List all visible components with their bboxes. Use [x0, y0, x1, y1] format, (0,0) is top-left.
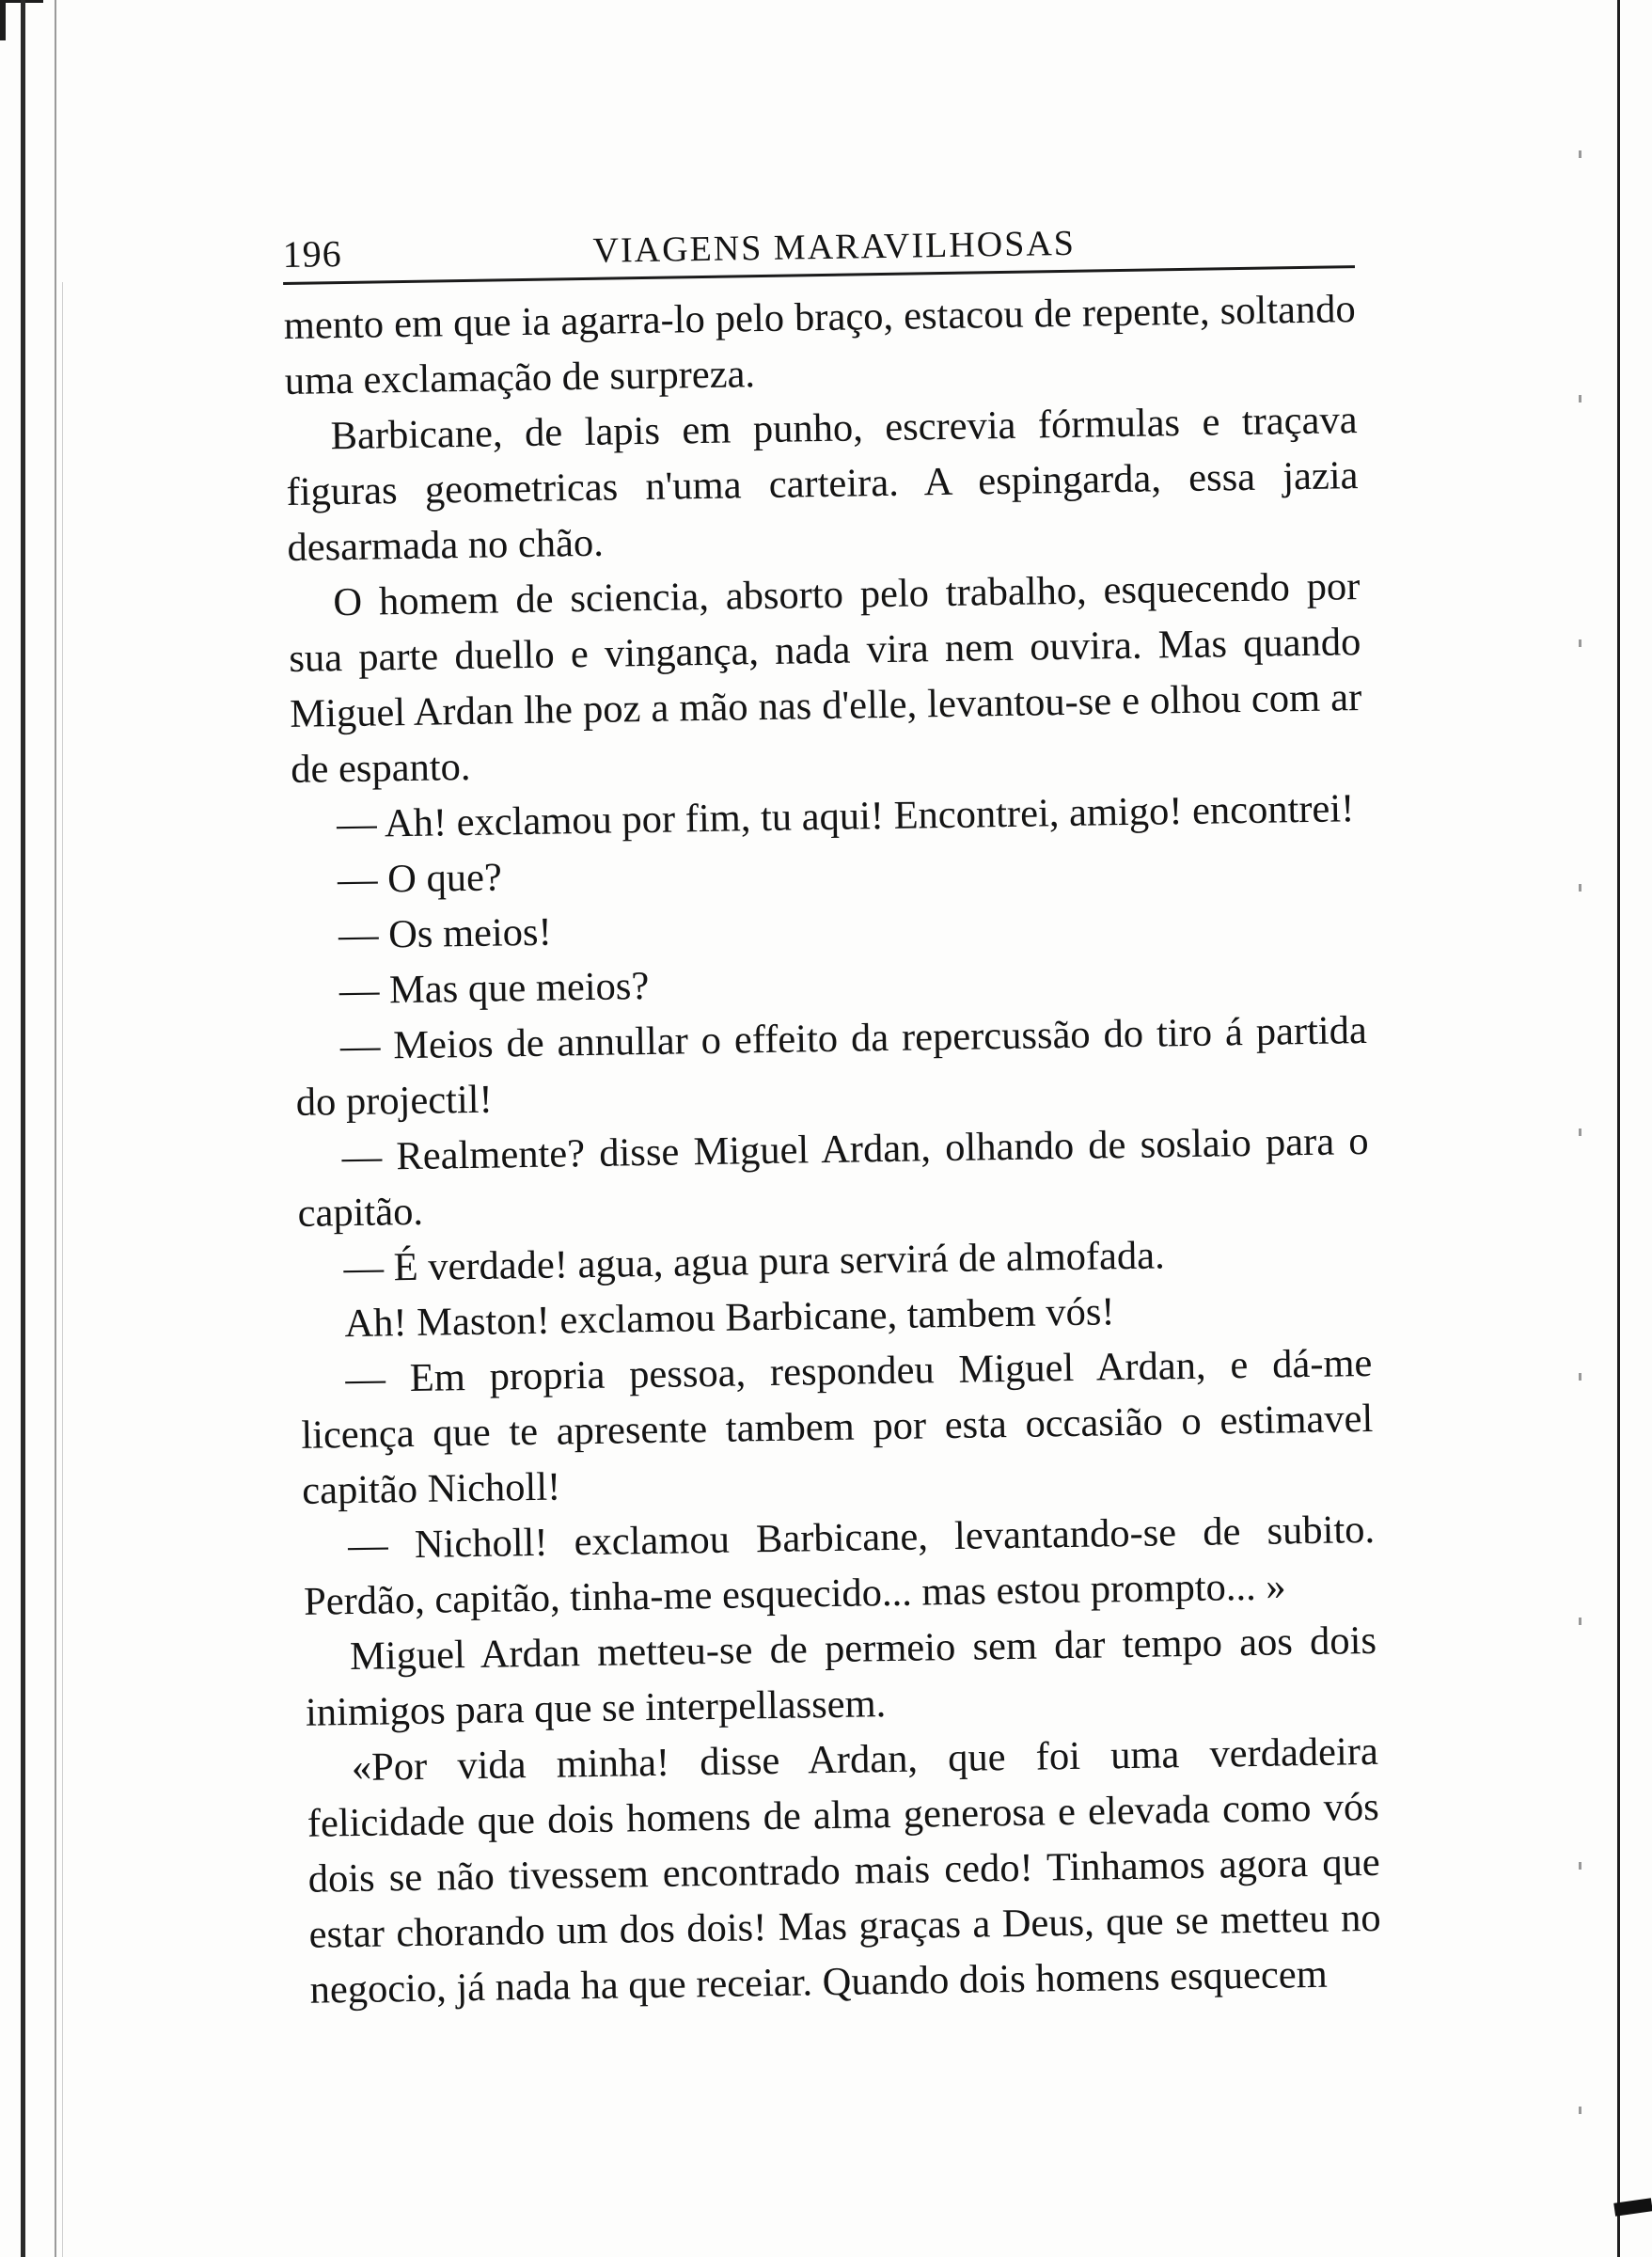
edge-specks	[1579, 0, 1581, 2257]
dialogue-line: — Meios de annullar o effeito da repercussão do tiro á partida do projectil!	[295, 1007, 1368, 1125]
running-title: VIAGENS MARAVILHOSAS	[592, 223, 1077, 271]
binding-edge	[0, 0, 66, 2257]
text-block	[282, 199, 1392, 2018]
paragraph: Barbicane, de lapis em punho, escrevia fórmulas e traçava figuras geometricas n'uma carteira. A espingarda, essa jazia desarmada no chão.	[286, 398, 1359, 570]
page-right-edge	[1558, 0, 1652, 2257]
binding-faint-line	[62, 282, 63, 2257]
paragraph: mento em que ia agarra-lo pelo braço, estacou de repente, soltando uma exclamação de surpreza.	[283, 287, 1357, 403]
dialogue-line: — Em propria pessoa, respondeu Miguel Ardan, e dá-me licença que te apresente tambem por esta occasião o estimavel capitão Nicholl!	[300, 1340, 1374, 1513]
dialogue-line: — Realmente? disse Miguel Ardan, olhando de soslaio para o capitão.	[297, 1118, 1369, 1236]
page-number: 196	[282, 232, 342, 276]
binding-shadow-line	[21, 0, 25, 2257]
dialogue-line: — Mas que meios?	[338, 963, 650, 1014]
binding-inner-line	[55, 0, 56, 2257]
dialogue-line: Ah! Maston! exclamou Barbicane, tambem vós!	[344, 1289, 1115, 1347]
paragraph: Miguel Ardan metteu-se de permeio sem dar tempo aos dois inimigos para que se interpellassem.	[305, 1618, 1377, 1735]
dialogue-line: — Ah! exclamou por fim, tu aqui! Encontrei, amigo! encontrei!	[336, 786, 1355, 847]
dialogue-line: — É verdade! agua, agua pura servirá de almofada.	[343, 1233, 1166, 1291]
paragraph: O homem de sciencia, absorto pelo trabalho, esquecendo por sua parte duello e vingança, nada vira nem ouvira. Mas quando Miguel Ardan lhe poz a mão nas d'elle, levantou-se e olhou com ar de espanto.	[289, 564, 1362, 792]
dialogue-line: — O que?	[337, 855, 503, 903]
dialogue-line: — Os meios!	[338, 909, 553, 958]
paragraph: «Por vida minha! disse Ardan, que foi uma verdadeira felicidade que dois homens de alma generosa e elevada como vós dois se não tivessem encontrado mais cedo! Tinhamos agora que estar chorando um dos dois! Mas graças a Deus, que se metteu no negocio, já nada ha que receiar. Quando dois homens esquecem	[307, 1728, 1381, 2012]
page-edge-line	[1617, 0, 1620, 2257]
dialogue-line: — Nicholl! exclamou Barbicane, levantando-se de subito. Perdão, capitão, tinha-me esquecido... mas estou prompto... »	[303, 1507, 1376, 1624]
